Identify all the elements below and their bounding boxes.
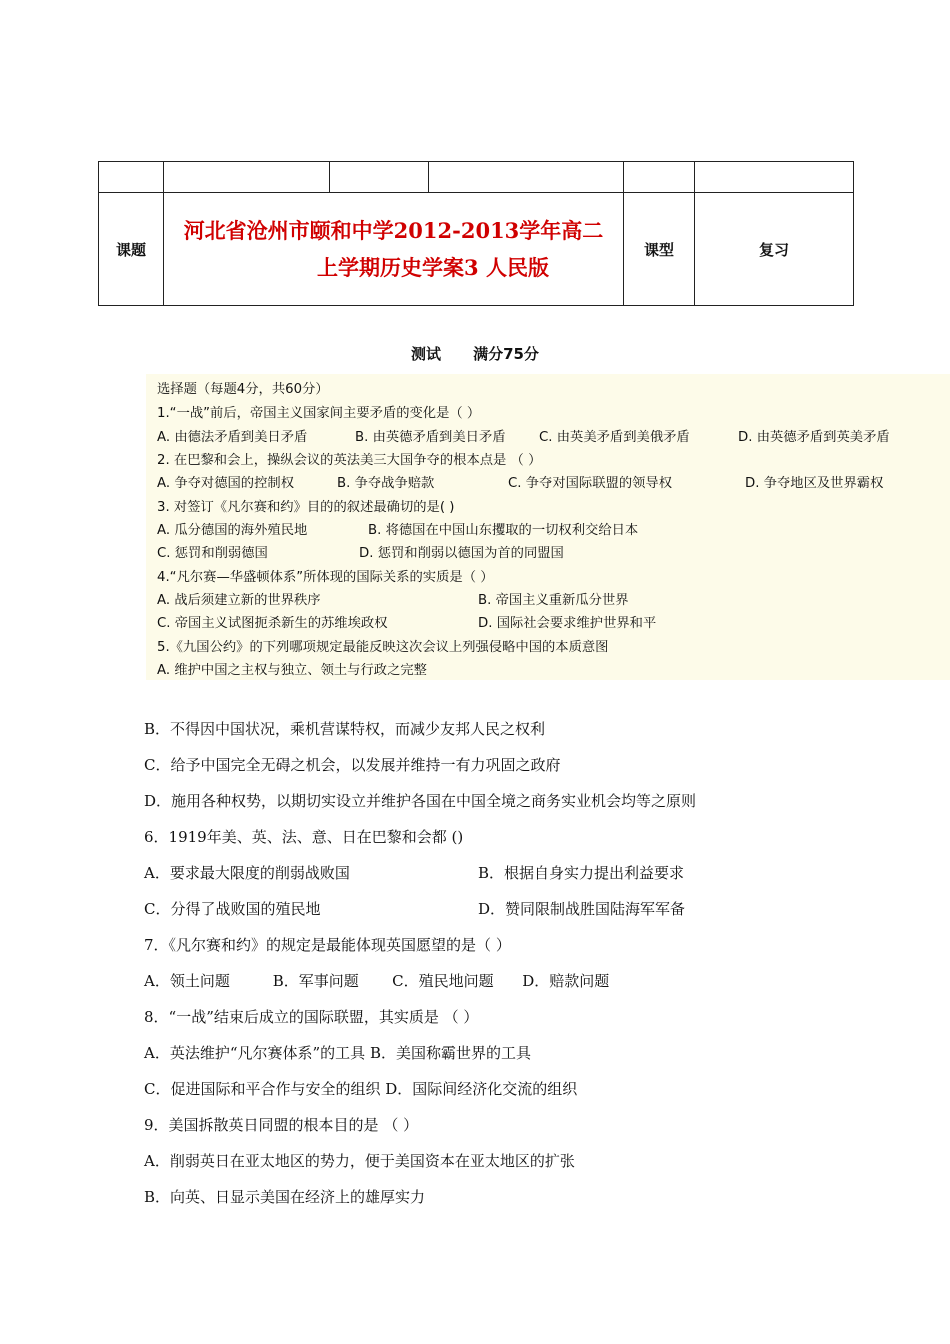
question-5: 5.《九国公约》的下列哪项规定最能反映这次会议上列强侵略中国的本质意图: [157, 640, 609, 655]
q9-option-a: A．削弱英日在亚太地区的势力，便于美国资本在亚太地区的扩张: [144, 1152, 575, 1170]
q1-option-b: B. 由英德矛盾到美日矛盾: [355, 430, 506, 445]
q1-option-c: C. 由英美矛盾到美俄矛盾: [539, 430, 690, 445]
q3-option-d: D. 惩罚和削弱以德国为首的同盟国: [359, 546, 564, 561]
section-heading: 选择题（每题4分，共60分）: [157, 382, 329, 397]
q4-option-c: C. 帝国主义试图扼杀新生的苏维埃政权: [157, 616, 388, 631]
q6-options-row-2: [144, 898, 784, 919]
q4-option-d: D. 国际社会要求维护世界和平: [478, 616, 657, 631]
question-2: 2. 在巴黎和会上，操纵会议的英法美三大国争夺的根本点是 （ ）: [157, 453, 542, 468]
q3-option-a: A. 瓜分德国的海外殖民地: [157, 523, 308, 538]
question-1: 1.“一战”前后，帝国主义国家间主要矛盾的变化是（ ）: [157, 406, 481, 421]
question-8: 8．“一战”结束后成立的国际联盟，其实质是 （ ）: [144, 1008, 479, 1026]
test-label: 测试: [411, 345, 442, 363]
question-4: 4.“凡尔赛—华盛顿体系”所体现的国际关系的实质是（ ）: [157, 570, 494, 585]
q1-option-d: D. 由英德矛盾到英美矛盾: [738, 430, 890, 445]
header-cell-empty: [99, 162, 164, 193]
q5-option-d: D．施用各种权势，以期切实设立并维护各国在中国全境之商务实业机会均等之原则: [144, 792, 697, 810]
q2-option-b: B. 争夺战争赔款: [337, 476, 435, 491]
q2-option-d: D. 争夺地区及世界霸权: [745, 476, 884, 491]
q4-option-a: A. 战后须建立新的世界秩序: [157, 593, 321, 608]
header-cell-empty: [695, 162, 854, 193]
q5-option-b: B．不得因中国状况，乘机营谋特权，而减少友邦人民之权利: [144, 720, 546, 738]
q6-option-a: A．要求最大限度的削弱战败国: [144, 864, 350, 882]
title-line-1: 河北省沧州市颐和中学2012-2013学年高二: [183, 218, 604, 243]
q6-option-d: D．赞同限制战胜国陆海军军备: [478, 900, 686, 918]
lesson-title: [164, 193, 624, 306]
question-6: 6．1919年美、英、法、意、日在巴黎和会都 (): [144, 828, 464, 846]
q8-options-row-2: C．促进国际和平合作与安全的组织 D．国际间经济化交流的组织: [144, 1080, 578, 1098]
header-cell-empty: [429, 162, 624, 193]
question-9: 9．美国拆散英日同盟的根本目的是 （ ）: [144, 1116, 419, 1134]
q3-option-c: C. 惩罚和削弱德国: [157, 546, 268, 561]
type-label: 课型: [624, 193, 695, 306]
q6-options-row-1: [144, 862, 784, 883]
type-value: 复习: [695, 193, 854, 306]
q2-option-a: A. 争夺对德国的控制权: [157, 476, 294, 491]
header-cell-empty: [330, 162, 429, 193]
q2-option-c: C. 争夺对国际联盟的领导权: [508, 476, 673, 491]
question-7: 7．《凡尔赛和约》的规定是最能体现英国愿望的是（ ）: [144, 936, 511, 954]
q5-option-c: C．给予中国完全无碍之机会，以发展并维持一有力巩固之政府: [144, 756, 561, 774]
q6-option-c: C．分得了战败国的殖民地: [144, 900, 321, 918]
q3-option-b: B. 将德国在中国山东攫取的一切权利交给日本: [368, 523, 639, 538]
q1-option-a: A. 由德法矛盾到美日矛盾: [157, 430, 308, 445]
header-cell-empty: [624, 162, 695, 193]
choice-question-box: [146, 374, 950, 680]
q7-options: A．领土问题 B．军事问题 C．殖民地问题 D．赔款问题: [144, 972, 610, 990]
lesson-header-table: [98, 161, 854, 306]
q9-option-b: B．向英、日显示美国在经济上的雄厚实力: [144, 1188, 426, 1206]
test-subtitle: [0, 343, 950, 364]
header-cell-empty: [164, 162, 330, 193]
q6-option-b: B．根据自身实力提出利益要求: [478, 864, 685, 882]
topic-label: 课题: [99, 193, 164, 306]
q8-options-row-1: A．英法维护“凡尔赛体系”的工具 B．美国称霸世界的工具: [144, 1044, 531, 1062]
q5-option-a: A. 维护中国之主权与独立、领土与行政之完整: [157, 663, 427, 678]
question-3: 3. 对签订《凡尔赛和约》目的的叙述最确切的是( ): [157, 500, 455, 515]
title-line-2: 上学期历史学案3 人民版: [317, 255, 549, 280]
q4-option-b: B. 帝国主义重新瓜分世界: [478, 593, 629, 608]
score-label: 满分75分: [473, 345, 539, 363]
